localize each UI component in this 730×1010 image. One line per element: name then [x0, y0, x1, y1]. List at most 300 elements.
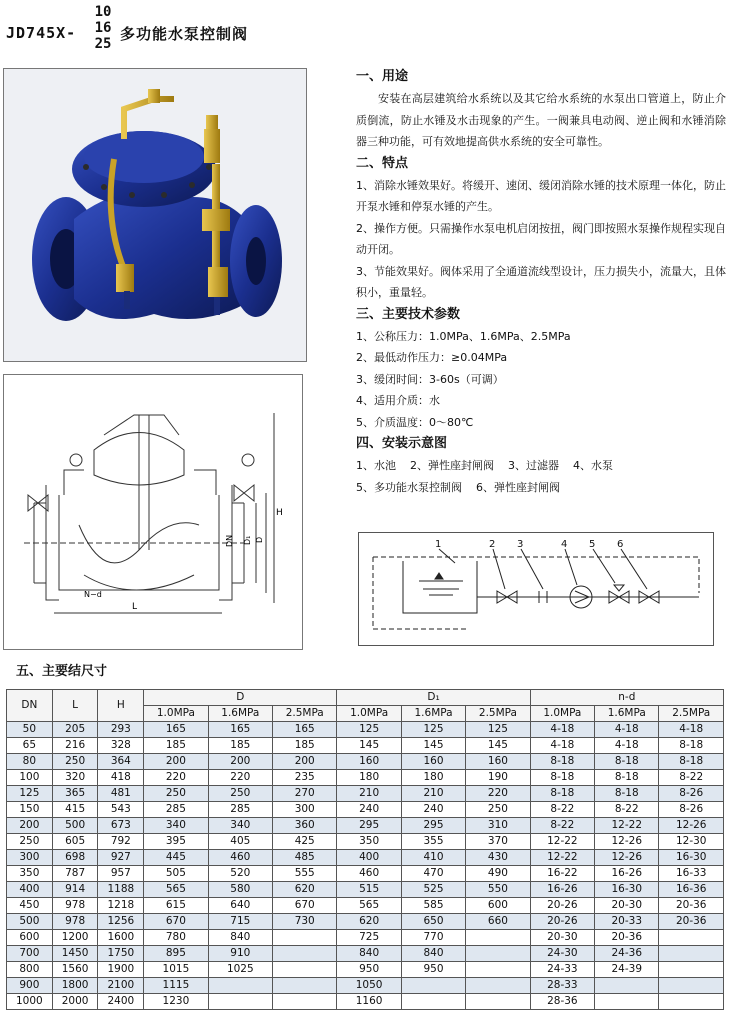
table-cell	[273, 930, 337, 946]
table-cell: 165	[144, 722, 208, 738]
table-cell: 24-36	[595, 946, 659, 962]
table-cell: 600	[7, 930, 53, 946]
table-cell: 293	[98, 722, 144, 738]
table-cell: 1800	[52, 978, 98, 994]
table-cell: 840	[337, 946, 401, 962]
table-cell: 4-18	[530, 722, 594, 738]
table-cell: 900	[7, 978, 53, 994]
table-cell: 792	[98, 834, 144, 850]
table-cell: 200	[273, 754, 337, 770]
table-cell: 725	[337, 930, 401, 946]
table-cell: 950	[401, 962, 465, 978]
header-pressure: 1.6MPa	[595, 706, 659, 722]
table-row	[7, 962, 724, 978]
pressure-stack	[90, 4, 116, 52]
table-cell: 400	[337, 850, 401, 866]
section-install-title: 四、安装示意图	[356, 436, 448, 451]
table-cell: 20-30	[530, 930, 594, 946]
table-cell: 20-30	[595, 898, 659, 914]
table-cell: 8-18	[595, 786, 659, 802]
table-cell: 425	[273, 834, 337, 850]
table-cell: 364	[98, 754, 144, 770]
install-num-2: 2	[489, 539, 496, 550]
table-cell: 16-22	[530, 866, 594, 882]
table-cell: 8-18	[659, 754, 724, 770]
table-row	[7, 866, 724, 882]
table-cell: 360	[273, 818, 337, 834]
table-cell: 328	[98, 738, 144, 754]
header-pressure: 1.6MPa	[208, 706, 272, 722]
table-cell: 585	[401, 898, 465, 914]
table-cell: 12-30	[659, 834, 724, 850]
table-cell: 520	[208, 866, 272, 882]
table-row	[7, 786, 724, 802]
table-cell: 200	[144, 754, 208, 770]
table-cell: 1200	[52, 930, 98, 946]
table-cell: 12-22	[530, 850, 594, 866]
table-cell	[659, 946, 724, 962]
technical-drawing	[3, 374, 303, 650]
table-cell: 24-39	[595, 962, 659, 978]
table-cell: 450	[7, 898, 53, 914]
table-cell: 1160	[337, 994, 401, 1010]
table-cell: 927	[98, 850, 144, 866]
table-cell: 481	[98, 786, 144, 802]
section-features-title: 二、特点	[356, 155, 409, 171]
table-cell: 555	[273, 866, 337, 882]
table-cell: 500	[7, 914, 53, 930]
table-cell: 485	[273, 850, 337, 866]
table-cell: 8-18	[595, 754, 659, 770]
table-row	[7, 738, 724, 754]
table-cell: 780	[144, 930, 208, 946]
table-cell: 200	[208, 754, 272, 770]
table-cell: 80	[7, 754, 53, 770]
table-cell: 445	[144, 850, 208, 866]
table-cell: 8-22	[530, 818, 594, 834]
table-cell: 1256	[98, 914, 144, 930]
valve-illustration	[4, 69, 306, 361]
table-cell: 1050	[337, 978, 401, 994]
dim-label-h: H	[276, 508, 283, 518]
model-prefix: JD745X-	[6, 24, 77, 42]
dim-label-nd: N−d	[84, 590, 102, 599]
table-cell: 460	[208, 850, 272, 866]
table-cell: 185	[208, 738, 272, 754]
pressure-top: 10	[94, 4, 112, 20]
table-cell: 350	[337, 834, 401, 850]
table-cell: 895	[144, 946, 208, 962]
table-cell: 550	[466, 882, 530, 898]
header-nd: n-d	[530, 690, 723, 706]
param-item: 3、缓闭时间：3-60s（可调）	[356, 372, 504, 386]
param-item: 2、最低动作压力：≥0.04MPa	[356, 351, 508, 364]
table-cell: 150	[7, 802, 53, 818]
table-cell: 1218	[98, 898, 144, 914]
table-cell: 16-26	[595, 866, 659, 882]
table-cell: 20-26	[530, 914, 594, 930]
table-cell: 730	[273, 914, 337, 930]
table-cell: 180	[337, 770, 401, 786]
table-cell: 418	[98, 770, 144, 786]
table-cell: 12-22	[595, 818, 659, 834]
table-cell: 125	[466, 722, 530, 738]
table-cell: 8-26	[659, 802, 724, 818]
install-schematic	[359, 533, 713, 645]
table-cell: 340	[144, 818, 208, 834]
table-cell: 145	[337, 738, 401, 754]
table-cell: 210	[401, 786, 465, 802]
table-cell: 350	[7, 866, 53, 882]
header-pressure: 1.6MPa	[401, 706, 465, 722]
table-cell: 160	[401, 754, 465, 770]
feature-item: 2、操作方便。只需操作水泵电机启闭按扭，阀门即按照水泵操作规程实现自动开闭。	[356, 221, 726, 256]
table-cell	[208, 978, 272, 994]
header-dn: DN	[7, 690, 53, 722]
table-cell: 978	[52, 898, 98, 914]
table-cell: 16-33	[659, 866, 724, 882]
table-cell: 650	[401, 914, 465, 930]
header-d: D	[144, 690, 337, 706]
table-cell: 565	[144, 882, 208, 898]
table-cell: 20-36	[659, 898, 724, 914]
table-cell: 20-33	[595, 914, 659, 930]
header-pressure: 1.0MPa	[144, 706, 208, 722]
table-cell	[466, 978, 530, 994]
table-row	[7, 770, 724, 786]
install-num-4: 4	[561, 539, 568, 550]
table-cell: 2100	[98, 978, 144, 994]
table-row	[7, 818, 724, 834]
table-cell: 410	[401, 850, 465, 866]
table-row	[7, 978, 724, 994]
table-cell	[659, 978, 724, 994]
table-row	[7, 722, 724, 738]
table-cell: 400	[7, 882, 53, 898]
table-row	[7, 898, 724, 914]
header-pressure: 2.5MPa	[466, 706, 530, 722]
table-cell: 355	[401, 834, 465, 850]
table-cell: 1750	[98, 946, 144, 962]
table-cell: 125	[401, 722, 465, 738]
table-cell: 310	[466, 818, 530, 834]
table-cell: 270	[273, 786, 337, 802]
table-body	[7, 722, 724, 1010]
table-cell: 1560	[52, 962, 98, 978]
table-cell: 145	[401, 738, 465, 754]
table-cell: 50	[7, 722, 53, 738]
install-legend-item: 3、过滤器	[508, 459, 559, 472]
table-cell: 210	[337, 786, 401, 802]
table-cell: 190	[466, 770, 530, 786]
table-cell: 430	[466, 850, 530, 866]
table-cell: 543	[98, 802, 144, 818]
section-params-title: 三、主要技术参数	[356, 306, 461, 322]
pressure-mid: 16	[94, 20, 112, 36]
table-cell: 615	[144, 898, 208, 914]
table-cell: 1115	[144, 978, 208, 994]
feature-item: 3、节能效果好。阀体采用了全通道流线型设计，压力损失小，流量大，且体积小，重量轻。	[356, 264, 726, 299]
install-num-3: 3	[517, 539, 524, 550]
table-cell: 660	[466, 914, 530, 930]
table-cell	[273, 978, 337, 994]
table-cell	[659, 994, 724, 1010]
dim-label-dn: DN	[225, 534, 234, 547]
table-cell	[273, 946, 337, 962]
table-cell: 12-26	[595, 834, 659, 850]
table-cell: 700	[7, 946, 53, 962]
page-title	[6, 4, 426, 60]
table-cell: 1230	[144, 994, 208, 1010]
table-cell: 235	[273, 770, 337, 786]
table-cell: 505	[144, 866, 208, 882]
dim-label-l: L	[132, 602, 138, 612]
table-cell: 370	[466, 834, 530, 850]
table-cell: 12-26	[595, 850, 659, 866]
table-cell	[466, 946, 530, 962]
header-pressure: 1.0MPa	[337, 706, 401, 722]
table-cell: 20-36	[659, 914, 724, 930]
table-cell: 1450	[52, 946, 98, 962]
table-cell: 285	[144, 802, 208, 818]
table-cell: 220	[466, 786, 530, 802]
table-cell: 145	[466, 738, 530, 754]
table-cell: 8-18	[530, 754, 594, 770]
table-cell: 605	[52, 834, 98, 850]
install-num-1: 1	[435, 539, 442, 550]
table-cell: 320	[52, 770, 98, 786]
install-legend-item: 5、多功能水泵控制阀	[356, 480, 462, 494]
info-column	[356, 66, 726, 498]
table-cell: 16-30	[659, 850, 724, 866]
table-header-row	[7, 690, 724, 706]
table-cell: 800	[7, 962, 53, 978]
install-num-6: 6	[617, 539, 624, 550]
table-cell: 910	[208, 946, 272, 962]
section-usage-text: 安装在高层建筑给水系统以及其它给水系统的水泵出口管道上，防止介质倒流，防止水锤及水击现象的产生。一阀兼具电动阀、逆止阀和水锤消除器三种功能，可有效地提高供水系统的安全可靠性。	[356, 92, 726, 148]
install-legend-item: 2、弹性座封闸阀	[410, 459, 494, 472]
table-cell: 1025	[208, 962, 272, 978]
table-cell	[659, 930, 724, 946]
table-cell: 295	[337, 818, 401, 834]
table-row	[7, 850, 724, 866]
header-d1: D₁	[337, 690, 530, 706]
install-num-5: 5	[589, 539, 596, 550]
table-cell: 978	[52, 914, 98, 930]
header-h: H	[98, 690, 144, 722]
table-cell: 620	[273, 882, 337, 898]
table-cell: 300	[7, 850, 53, 866]
install-legend-row	[356, 477, 726, 499]
table-cell: 1015	[144, 962, 208, 978]
table-cell: 285	[208, 802, 272, 818]
table-cell: 580	[208, 882, 272, 898]
install-legend-item: 6、弹性座封闸阀	[476, 480, 560, 494]
install-legend-item: 1、水池	[356, 459, 396, 472]
dim-label-d: D	[255, 536, 264, 543]
table-cell: 840	[208, 930, 272, 946]
table-cell: 4-18	[595, 722, 659, 738]
table-cell: 415	[52, 802, 98, 818]
table-cell	[466, 962, 530, 978]
table-row	[7, 802, 724, 818]
table-cell: 670	[144, 914, 208, 930]
table-cell: 185	[273, 738, 337, 754]
table-cell: 8-26	[659, 786, 724, 802]
table-cell: 4-18	[659, 722, 724, 738]
table-cell: 515	[337, 882, 401, 898]
table-row	[7, 946, 724, 962]
table-cell: 1000	[7, 994, 53, 1010]
table-cell: 715	[208, 914, 272, 930]
table-cell: 4-18	[595, 738, 659, 754]
param-item: 5、介质温度：0～80℃	[356, 415, 474, 429]
product-photo	[3, 68, 307, 362]
pressure-bottom: 25	[94, 36, 112, 52]
table-cell: 160	[337, 754, 401, 770]
table-row	[7, 834, 724, 850]
table-cell: 1600	[98, 930, 144, 946]
table-cell: 16-36	[659, 882, 724, 898]
table-cell: 185	[144, 738, 208, 754]
table-cell: 216	[52, 738, 98, 754]
table-cell: 770	[401, 930, 465, 946]
table-cell	[595, 978, 659, 994]
table-cell	[466, 994, 530, 1010]
table-cell: 165	[273, 722, 337, 738]
table-cell: 28-36	[530, 994, 594, 1010]
table-cell: 220	[208, 770, 272, 786]
table-cell: 620	[337, 914, 401, 930]
table-cell: 165	[208, 722, 272, 738]
table-cell: 24-30	[530, 946, 594, 962]
table-cell: 698	[52, 850, 98, 866]
table-cell: 525	[401, 882, 465, 898]
table-cell: 2000	[52, 994, 98, 1010]
table-cell: 20-26	[530, 898, 594, 914]
table-cell: 565	[337, 898, 401, 914]
table-cell: 600	[466, 898, 530, 914]
table-cell: 2400	[98, 994, 144, 1010]
table-cell: 205	[52, 722, 98, 738]
header-l: L	[52, 690, 98, 722]
table-cell: 405	[208, 834, 272, 850]
param-item: 4、适用介质：水	[356, 394, 440, 407]
table-cell	[659, 962, 724, 978]
table-cell: 460	[337, 866, 401, 882]
table-cell: 787	[52, 866, 98, 882]
table-cell: 8-18	[530, 786, 594, 802]
table-cell: 1900	[98, 962, 144, 978]
table-cell: 395	[144, 834, 208, 850]
table-cell: 125	[337, 722, 401, 738]
table-cell: 4-18	[530, 738, 594, 754]
table-cell: 250	[7, 834, 53, 850]
table-cell: 8-18	[595, 770, 659, 786]
table-cell: 673	[98, 818, 144, 834]
table-cell: 100	[7, 770, 53, 786]
table-cell: 8-22	[530, 802, 594, 818]
table-cell: 250	[466, 802, 530, 818]
table-cell: 125	[7, 786, 53, 802]
table-cell: 670	[273, 898, 337, 914]
table-cell: 12-22	[530, 834, 594, 850]
header-pressure: 2.5MPa	[659, 706, 724, 722]
table-cell	[273, 994, 337, 1010]
table-cell	[273, 962, 337, 978]
table-cell: 250	[144, 786, 208, 802]
table-cell	[401, 978, 465, 994]
table-cell: 16-26	[530, 882, 594, 898]
table-cell: 24-33	[530, 962, 594, 978]
table-cell: 250	[52, 754, 98, 770]
table-cell: 470	[401, 866, 465, 882]
table-cell: 28-33	[530, 978, 594, 994]
install-diagram	[358, 532, 714, 646]
table-row	[7, 882, 724, 898]
table-cell: 840	[401, 946, 465, 962]
table-cell: 950	[337, 962, 401, 978]
table-cell: 250	[208, 786, 272, 802]
table-cell: 957	[98, 866, 144, 882]
table-cell: 300	[273, 802, 337, 818]
table-row	[7, 914, 724, 930]
table-cell: 16-30	[595, 882, 659, 898]
section-usage-title: 一、用途	[356, 69, 409, 84]
product-name: 多功能水泵控制阀	[120, 25, 249, 43]
table-cell: 295	[401, 818, 465, 834]
header-pressure: 2.5MPa	[273, 706, 337, 722]
table-cell: 12-26	[659, 818, 724, 834]
table-cell: 8-22	[595, 802, 659, 818]
table-cell: 8-22	[659, 770, 724, 786]
table-cell: 8-18	[659, 738, 724, 754]
table-cell: 365	[52, 786, 98, 802]
table-cell: 220	[144, 770, 208, 786]
table-cell: 500	[52, 818, 98, 834]
table-cell: 490	[466, 866, 530, 882]
table-cell: 8-18	[530, 770, 594, 786]
table-cell: 240	[401, 802, 465, 818]
table-title: 五、主要结尺寸	[16, 664, 108, 679]
header-pressure: 1.0MPa	[530, 706, 594, 722]
table-cell: 240	[337, 802, 401, 818]
table-cell: 160	[466, 754, 530, 770]
table-cell: 340	[208, 818, 272, 834]
install-legend-row	[356, 455, 726, 477]
table-row	[7, 754, 724, 770]
dimension-table	[6, 689, 724, 1010]
table-cell: 65	[7, 738, 53, 754]
table-row	[7, 994, 724, 1010]
dim-label-d1: D₁	[243, 535, 252, 545]
table-cell	[595, 994, 659, 1010]
table-cell	[466, 930, 530, 946]
table-cell: 914	[52, 882, 98, 898]
table-cell: 200	[7, 818, 53, 834]
table-cell: 640	[208, 898, 272, 914]
table-cell: 1188	[98, 882, 144, 898]
table-cell	[401, 994, 465, 1010]
table-cell	[208, 994, 272, 1010]
table-cell: 180	[401, 770, 465, 786]
table-row	[7, 930, 724, 946]
install-legend-item: 4、水泵	[573, 459, 613, 472]
section-drawing	[4, 375, 302, 649]
table-cell: 20-36	[595, 930, 659, 946]
feature-item: 1、消除水锤效果好。将缓开、速闭、缓闭消除水锤的技术原理一体化，防止开泵水锤和停泵水锤的产生。	[356, 178, 726, 213]
param-item: 1、公称压力：1.0MPa、1.6MPa、2.5MPa	[356, 329, 571, 343]
